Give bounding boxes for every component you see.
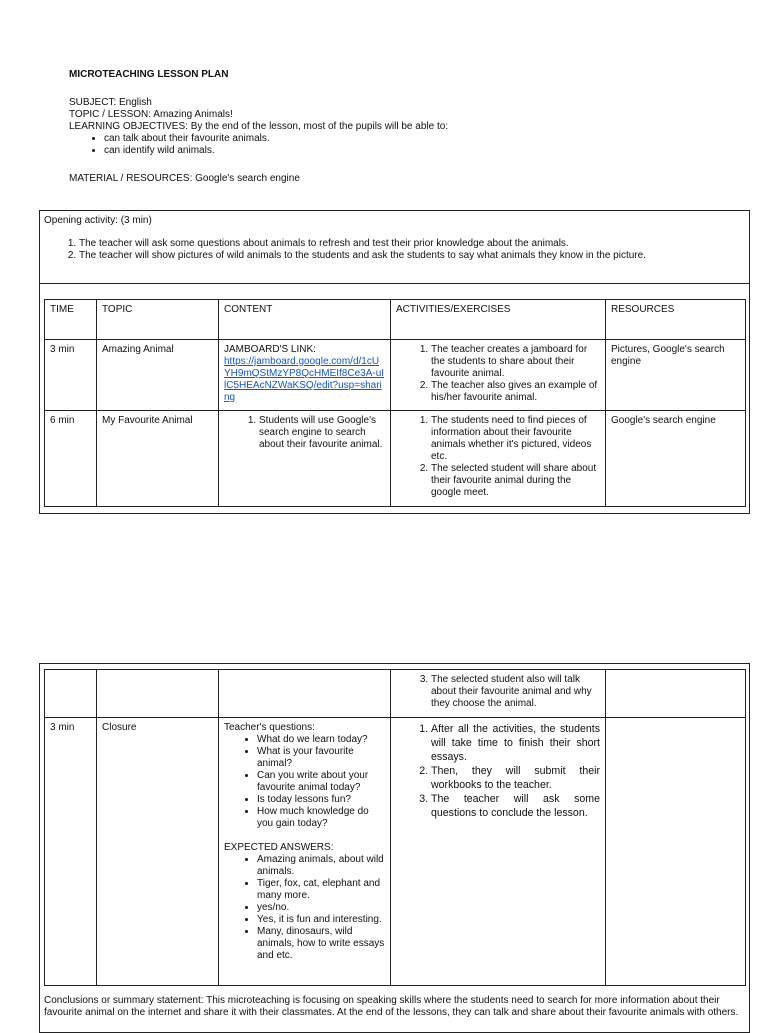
content-cell bbox=[219, 670, 391, 718]
subject-line: SUBJECT: English bbox=[69, 97, 152, 108]
activity-item: 1. The teacher creates a jamboard for the students to share about their favourite animal. bbox=[431, 344, 600, 380]
question-item: • Is today lessons fun? bbox=[257, 794, 385, 806]
answer-item: • Tiger, fox, cat, elephant and many more. bbox=[257, 878, 385, 902]
table-row bbox=[45, 670, 746, 718]
material-line: MATERIAL / RESOURCES: Google's search engine bbox=[69, 173, 300, 184]
questions-title: Teacher's questions: bbox=[224, 722, 315, 733]
question-item: • How much knowledge do you gain today? bbox=[257, 806, 385, 830]
questions-list bbox=[224, 734, 385, 830]
topic-cell: Closure bbox=[97, 718, 219, 986]
opening-steps bbox=[44, 238, 744, 262]
opening-divider bbox=[40, 283, 749, 284]
content-item: 1. Students will use Google's search engine to search about their favourite animal. bbox=[259, 415, 385, 451]
jamboard-link[interactable]: https://jamboard.google.com/d/1cUYH9mQStMzYP8QcHMEIf8Ce3A-uIlC5HEAcNZWaKSQ/edit?usp=sharing bbox=[224, 356, 385, 403]
answer-item: • yes/no. bbox=[257, 902, 385, 914]
lesson-plan-header bbox=[69, 69, 749, 185]
objective-item: • can identify wild animals. bbox=[104, 145, 749, 157]
lesson-table-continued bbox=[44, 669, 746, 986]
activities-cell bbox=[391, 718, 606, 986]
table-row bbox=[45, 411, 746, 507]
content-cell bbox=[219, 411, 391, 507]
page-title: MICROTEACHING LESSON PLAN bbox=[69, 69, 229, 80]
answers-title: EXPECTED ANSWERS: bbox=[224, 842, 334, 853]
header-activities: ACTIVITIES/EXERCISES bbox=[391, 300, 606, 340]
question-item: • What do we learn today? bbox=[257, 734, 385, 746]
resources-cell bbox=[606, 718, 746, 986]
resources-cell: Google's search engine bbox=[606, 411, 746, 507]
topic-line: TOPIC / LESSON: Amazing Animals! bbox=[69, 109, 233, 120]
content-list bbox=[224, 415, 385, 451]
answer-item: • Amazing animals, about wild animals. bbox=[257, 854, 385, 878]
opening-step: 1. The teacher will ask some questions about animals to refresh and test their prior knowledge about the animals. bbox=[79, 238, 744, 250]
conclusion-statement: Conclusions or summary statement: This microteaching is focusing on speaking skills where the students need to search for more information about their favourite animal on the internet and share it with their classmates. At the end of the lessons, they can talk and share about their favourite animals with others. bbox=[44, 995, 739, 1018]
jamboard-label: JAMBOARD'S LINK: bbox=[224, 344, 316, 355]
lesson-table bbox=[44, 299, 746, 507]
activities-list bbox=[396, 415, 600, 499]
time-cell: 6 min bbox=[45, 411, 97, 507]
activities-cell bbox=[391, 411, 606, 507]
answer-item: • Yes, it is fun and interesting. bbox=[257, 914, 385, 926]
activity-item: 3. The teacher will ask some questions to conclude the lesson. bbox=[431, 792, 600, 820]
activities-list bbox=[396, 722, 600, 820]
opening-title: Opening activity: (3 min) bbox=[44, 215, 152, 226]
activity-item: 2. The selected student will share about their favourite animal during the google meet. bbox=[431, 463, 600, 499]
objective-item: • can talk about their favourite animals. bbox=[104, 133, 749, 145]
answers-list bbox=[224, 854, 385, 962]
header-resources: RESOURCES bbox=[606, 300, 746, 340]
lesson-meta bbox=[69, 97, 749, 185]
content-cell bbox=[219, 718, 391, 986]
question-item: • Can you write about your favourite animal today? bbox=[257, 770, 385, 794]
topic-cell: Amazing Animal bbox=[97, 340, 219, 411]
time-cell bbox=[45, 670, 97, 718]
activities-list bbox=[396, 674, 600, 710]
time-cell: 3 min bbox=[45, 718, 97, 986]
activity-item: 2. Then, they will submit their workbooks to the teacher. bbox=[431, 764, 600, 792]
topic-cell: My Favourite Animal bbox=[97, 411, 219, 507]
activities-cell bbox=[391, 340, 606, 411]
header-topic: TOPIC bbox=[97, 300, 219, 340]
content-cell bbox=[219, 340, 391, 411]
activity-item: 1. After all the activities, the students will take time to finish their short essays. bbox=[431, 722, 600, 764]
time-cell: 3 min bbox=[45, 340, 97, 411]
question-item: • What is your favourite animal? bbox=[257, 746, 385, 770]
table-row bbox=[45, 340, 746, 411]
activity-item: 1. The students need to find pieces of information about their favourite animals whether it's pictured, videos etc. bbox=[431, 415, 600, 463]
activity-item: 2. The teacher also gives an example of his/her favourite animal. bbox=[431, 380, 600, 404]
resources-cell bbox=[606, 670, 746, 718]
header-time: TIME bbox=[45, 300, 97, 340]
opening-activity bbox=[44, 215, 744, 262]
objectives-intro: LEARNING OBJECTIVES: By the end of the lesson, most of the pupils will be able to: bbox=[69, 121, 449, 132]
activities-list bbox=[396, 344, 600, 404]
header-content: CONTENT bbox=[219, 300, 391, 340]
opening-step: 2. The teacher will show pictures of wild animals to the students and ask the students to say what animals they know in the picture. bbox=[79, 250, 744, 262]
table-header-row bbox=[45, 300, 746, 340]
table-row-closure bbox=[45, 718, 746, 986]
objectives-list bbox=[69, 133, 749, 157]
answer-item: • Many, dinosaurs, wild animals, how to write essays and etc. bbox=[257, 926, 385, 962]
topic-cell bbox=[97, 670, 219, 718]
resources-cell: Pictures, Google's search engine bbox=[606, 340, 746, 411]
activities-cell bbox=[391, 670, 606, 718]
activity-item: 3. The selected student also will talk about their favourite animal and why they choose the animal. bbox=[431, 674, 600, 710]
